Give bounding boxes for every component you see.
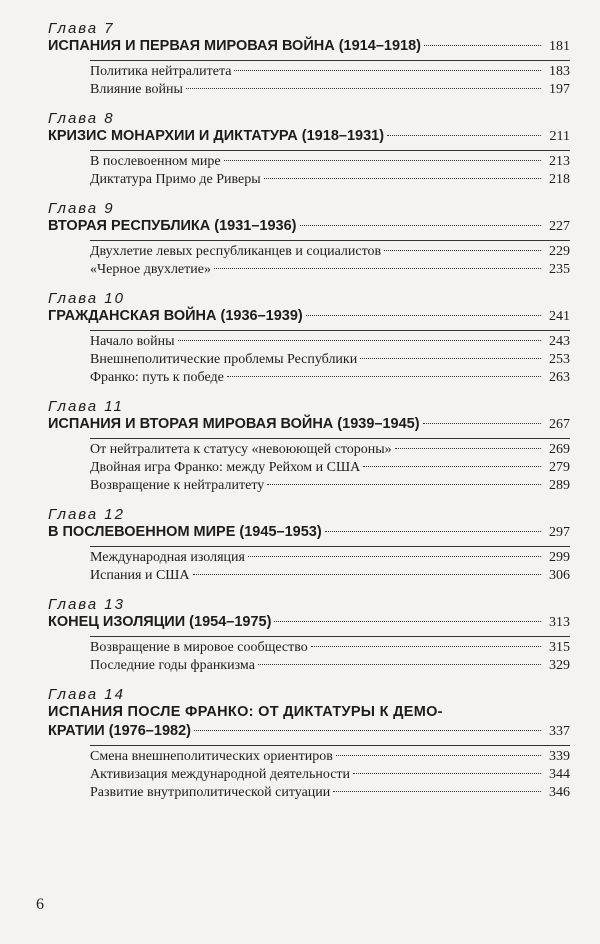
- leader-dots: [227, 376, 541, 377]
- subsection-row[interactable]: [90, 351, 570, 369]
- subsection-title: Внешнеполитические проблемы Республики: [90, 352, 358, 367]
- chapter-entry: [48, 506, 570, 585]
- chapter-title: ИСПАНИЯ И ПЕРВАЯ МИРОВАЯ ВОЙНА (1914–1918): [48, 38, 421, 54]
- chapter-label: Глава 11: [48, 398, 124, 415]
- chapter-label: Глава 8: [48, 110, 115, 127]
- chapter-entry: [48, 686, 570, 802]
- subsection-row[interactable]: [90, 784, 570, 802]
- subsection-row[interactable]: [90, 333, 570, 351]
- chapter-title-row[interactable]: [48, 217, 570, 236]
- leader-dots: [353, 773, 541, 774]
- subsection-title: «Черное двухлетие»: [90, 262, 211, 277]
- leader-dots: [300, 225, 541, 226]
- leader-dots: [234, 70, 541, 71]
- subsection-page-number: 263: [549, 370, 570, 385]
- chapter-entry: [48, 398, 570, 495]
- subsection-page-number: 329: [549, 658, 570, 673]
- leader-dots: [186, 88, 541, 89]
- subsection-row[interactable]: [90, 459, 570, 477]
- chapter-label: Глава 13: [48, 596, 125, 613]
- chapter-title: ВТОРАЯ РЕСПУБЛИКА (1931–1936): [48, 218, 297, 234]
- subsection-title: Двойная игра Франко: между Рейхом и США: [90, 460, 361, 475]
- subsection-title: Международная изоляция: [90, 550, 245, 565]
- subsection-list: [90, 240, 570, 279]
- subsection-title: Активизация международной деятельности: [90, 767, 351, 782]
- subsection-page-number: 289: [549, 478, 570, 493]
- subsection-row[interactable]: [90, 369, 570, 387]
- subsection-title: От нейтралитета к статусу «невоюющей стороны»: [90, 442, 392, 457]
- leader-dots: [306, 315, 541, 316]
- subsection-title: Двухлетие левых республиканцев и социалистов: [90, 244, 382, 259]
- chapter-title-row[interactable]: [48, 415, 570, 434]
- leader-dots: [258, 664, 541, 665]
- subsection-row[interactable]: [90, 766, 570, 784]
- subsection-title: Последние годы франкизма: [90, 658, 255, 673]
- chapter-page-number: 227: [549, 219, 570, 234]
- leader-dots: [194, 730, 541, 731]
- leader-dots: [311, 646, 541, 647]
- subsection-list: [90, 438, 570, 495]
- subsection-title: Развитие внутриполитической ситуации: [90, 785, 331, 800]
- chapter-title-line: ИСПАНИЯ ПОСЛЕ ФРАНКО: ОТ ДИКТАТУРЫ К ДЕМО-: [48, 704, 443, 720]
- chapter-page-number: 337: [549, 724, 570, 739]
- chapter-title: ИСПАНИЯ И ВТОРАЯ МИРОВАЯ ВОЙНА (1939–1945): [48, 416, 420, 432]
- subsection-page-number: 235: [549, 262, 570, 277]
- chapter-title: КОНЕЦ ИЗОЛЯЦИИ (1954–1975): [48, 614, 272, 630]
- subsection-page-number: 344: [549, 767, 570, 782]
- chapter-label: Глава 9: [48, 200, 115, 217]
- subsection-list: [90, 60, 570, 99]
- chapter-page-number: 181: [549, 39, 570, 54]
- leader-dots: [423, 423, 541, 424]
- subsection-list: [90, 745, 570, 802]
- subsection-page-number: 346: [549, 785, 570, 800]
- chapter-entry: [48, 200, 570, 279]
- subsection-list: [90, 636, 570, 675]
- chapter-title: КРАТИИ (1976–1982): [48, 723, 191, 739]
- subsection-row[interactable]: [90, 81, 570, 99]
- chapter-title: КРИЗИС МОНАРХИИ И ДИКТАТУРА (1918–1931): [48, 128, 385, 144]
- chapter-entry: [48, 596, 570, 675]
- chapter-label: Глава 10: [48, 290, 125, 307]
- subsection-page-number: 315: [549, 640, 570, 655]
- table-of-contents: [48, 20, 570, 813]
- chapter-entry: [48, 290, 570, 387]
- subsection-row[interactable]: [90, 477, 570, 495]
- subsection-row[interactable]: [90, 171, 570, 189]
- leader-dots: [267, 484, 541, 485]
- subsection-page-number: 299: [549, 550, 570, 565]
- subsection-page-number: 197: [549, 82, 570, 97]
- subsection-title: Политика нейтралитета: [90, 64, 232, 79]
- chapter-entry: [48, 110, 570, 189]
- leader-dots: [264, 178, 541, 179]
- subsection-title: Возвращение в мировое сообщество: [90, 640, 308, 655]
- subsection-row[interactable]: [90, 153, 570, 171]
- chapter-label: Глава 7: [48, 20, 115, 37]
- leader-dots: [333, 791, 541, 792]
- leader-dots: [224, 160, 541, 161]
- subsection-row[interactable]: [90, 441, 570, 459]
- chapter-title-row[interactable]: [48, 307, 570, 326]
- chapter-page-number: 267: [549, 417, 570, 432]
- chapter-title: В ПОСЛЕВОЕННОМ МИРЕ (1945–1953): [48, 524, 322, 540]
- subsection-row[interactable]: [90, 748, 570, 766]
- subsection-page-number: 253: [549, 352, 570, 367]
- chapter-entry: [48, 20, 570, 99]
- chapter-title-row[interactable]: [48, 722, 570, 741]
- subsection-title: Смена внешнеполитических ориентиров: [90, 749, 333, 764]
- leader-dots: [325, 531, 541, 532]
- leader-dots: [336, 755, 541, 756]
- subsection-row[interactable]: [90, 549, 570, 567]
- leader-dots: [248, 556, 541, 557]
- subsection-title: Возвращение к нейтралитету: [90, 478, 265, 493]
- subsection-page-number: 243: [549, 334, 570, 349]
- subsection-row[interactable]: [90, 639, 570, 657]
- subsection-page-number: 213: [549, 154, 570, 169]
- leader-dots: [424, 45, 541, 46]
- leader-dots: [384, 250, 541, 251]
- subsection-page-number: 218: [549, 172, 570, 187]
- chapter-label: Глава 14: [48, 686, 125, 703]
- subsection-list: [90, 150, 570, 189]
- leader-dots: [387, 135, 541, 136]
- subsection-row[interactable]: [90, 63, 570, 81]
- chapter-page-number: 297: [549, 525, 570, 540]
- subsection-page-number: 183: [549, 64, 570, 79]
- subsection-title: Начало войны: [90, 334, 175, 349]
- subsection-title: Испания и США: [90, 568, 190, 583]
- leader-dots: [193, 574, 541, 575]
- chapter-page-number: 211: [549, 129, 570, 144]
- subsection-row[interactable]: [90, 261, 570, 279]
- subsection-title: Влияние войны: [90, 82, 183, 97]
- subsection-list: [90, 330, 570, 387]
- leader-dots: [178, 340, 541, 341]
- chapter-title-row[interactable]: [48, 37, 570, 56]
- subsection-page-number: 269: [549, 442, 570, 457]
- chapter-title-row[interactable]: [48, 127, 570, 146]
- leader-dots: [214, 268, 541, 269]
- leader-dots: [360, 358, 541, 359]
- chapter-page-number: 313: [549, 615, 570, 630]
- page-number: 6: [36, 896, 44, 913]
- subsection-page-number: 229: [549, 244, 570, 259]
- subsection-row[interactable]: [90, 243, 570, 261]
- subsection-list: [90, 546, 570, 585]
- chapter-title-row[interactable]: [48, 523, 570, 542]
- subsection-title: В послевоенном мире: [90, 154, 221, 169]
- leader-dots: [363, 466, 541, 467]
- subsection-row[interactable]: [90, 657, 570, 675]
- leader-dots: [274, 621, 541, 622]
- subsection-page-number: 339: [549, 749, 570, 764]
- subsection-page-number: 306: [549, 568, 570, 583]
- chapter-title-row[interactable]: [48, 613, 570, 632]
- subsection-row[interactable]: [90, 567, 570, 585]
- chapter-title: ГРАЖДАНСКАЯ ВОЙНА (1936–1939): [48, 308, 303, 324]
- subsection-page-number: 279: [549, 460, 570, 475]
- chapter-page-number: 241: [549, 309, 570, 324]
- leader-dots: [395, 448, 541, 449]
- subsection-title: Диктатура Примо де Риверы: [90, 172, 261, 187]
- subsection-title: Франко: путь к победе: [90, 370, 224, 385]
- chapter-label: Глава 12: [48, 506, 125, 523]
